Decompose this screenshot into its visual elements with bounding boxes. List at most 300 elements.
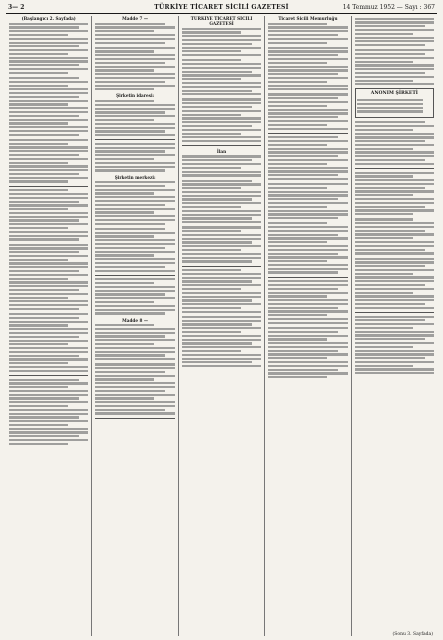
- section-divider: [355, 168, 434, 169]
- text-line: [95, 358, 174, 360]
- text-line: [9, 119, 88, 121]
- text-line: [268, 318, 347, 320]
- text-line: [268, 120, 347, 122]
- text-line: [95, 85, 174, 87]
- text-line: [9, 197, 88, 199]
- text-line: [9, 401, 88, 403]
- text-line: [355, 44, 425, 46]
- text-line: [182, 102, 261, 104]
- text-line: [95, 219, 174, 221]
- text-line: [268, 77, 347, 79]
- text-line: [355, 163, 434, 165]
- text-line: [268, 260, 327, 262]
- text-line: [9, 251, 79, 253]
- article-block: [95, 278, 174, 314]
- text-line: [268, 58, 347, 60]
- text-line: [182, 316, 261, 318]
- text-line: [95, 169, 165, 171]
- text-line: [9, 247, 88, 249]
- text-line: [9, 340, 88, 342]
- text-line: [182, 114, 241, 116]
- text-line: [268, 167, 347, 169]
- text-line: [182, 74, 261, 76]
- text-line: [268, 357, 327, 359]
- text-line: [182, 167, 241, 169]
- text-line: [95, 328, 174, 330]
- text-line: [268, 85, 347, 87]
- article-heading: İlan: [216, 148, 227, 154]
- text-line: [355, 179, 434, 181]
- text-line: [182, 323, 252, 325]
- text-line: [355, 159, 425, 161]
- article-block: [182, 180, 261, 224]
- text-line: [268, 124, 327, 126]
- text-line: [182, 93, 261, 95]
- text-line: [268, 307, 338, 309]
- text-line: [182, 354, 261, 356]
- text-line: [355, 252, 434, 254]
- text-line: [9, 30, 88, 32]
- text-line: [95, 42, 165, 44]
- text-line: [355, 129, 414, 131]
- text-line: [182, 210, 261, 212]
- text-line: [9, 397, 79, 399]
- text-line: [182, 284, 261, 286]
- text-line: [182, 50, 241, 52]
- text-line: [355, 190, 434, 192]
- text-line: [9, 351, 88, 353]
- text-line: [9, 23, 88, 25]
- text-line: [268, 50, 347, 52]
- text-line: [95, 130, 165, 132]
- text-line: [355, 187, 425, 189]
- text-line: [9, 53, 68, 55]
- article-block: [9, 244, 88, 310]
- text-line: [268, 230, 347, 232]
- text-line: [95, 305, 174, 307]
- text-line: [9, 72, 68, 74]
- text-line: [182, 206, 241, 208]
- text-line: [182, 187, 241, 189]
- text-line: [182, 106, 252, 108]
- text-line: [9, 208, 68, 210]
- text-line: [268, 148, 347, 150]
- text-line: [182, 39, 261, 41]
- article-block: [182, 59, 261, 95]
- article-block: [268, 327, 347, 378]
- text-line: [95, 335, 165, 337]
- text-line: [355, 273, 414, 275]
- text-line: [268, 376, 327, 378]
- text-line: [268, 155, 338, 157]
- text-line: [9, 146, 88, 148]
- text-line: [355, 18, 434, 20]
- text-line: [9, 370, 88, 372]
- text-line: [95, 200, 174, 202]
- text-line: [268, 234, 338, 236]
- text-line: [182, 110, 261, 112]
- text-line: [355, 61, 414, 63]
- text-line: [182, 202, 261, 204]
- text-line: [9, 111, 88, 113]
- text-line: [268, 361, 347, 363]
- text-line: [9, 317, 79, 319]
- text-line: [268, 26, 347, 28]
- text-line: [182, 198, 252, 200]
- text-line: [268, 213, 347, 215]
- text-line: [355, 284, 425, 286]
- text-line: [182, 249, 241, 251]
- text-line: [95, 211, 154, 213]
- text-line: [268, 310, 347, 312]
- text-line: [268, 23, 327, 25]
- text-line: [268, 314, 327, 316]
- text-line: [9, 428, 88, 430]
- article-block: [95, 16, 174, 44]
- text-line: [268, 353, 347, 355]
- text-line: [9, 304, 88, 306]
- text-line: [182, 296, 261, 298]
- text-line: [9, 431, 88, 433]
- text-line: [268, 136, 338, 138]
- article-block: [268, 47, 347, 91]
- article-block: [95, 143, 174, 172]
- text-line: [95, 26, 174, 28]
- text-line: [95, 251, 174, 253]
- section-divider: [182, 145, 261, 146]
- text-line: [355, 258, 434, 260]
- text-line: [182, 47, 261, 49]
- text-line: [95, 47, 174, 49]
- article-block: [355, 49, 434, 85]
- text-line: [182, 195, 261, 197]
- text-line: [9, 49, 88, 51]
- masthead: TÜRKİYE TİCARET SİCİLİ GAZETESİ: [154, 4, 289, 11]
- text-line: [95, 54, 174, 56]
- text-line: [355, 29, 434, 31]
- article-block: [355, 18, 434, 47]
- text-line: [268, 34, 338, 36]
- text-line: [268, 327, 347, 329]
- text-line: [355, 295, 434, 297]
- text-line: [355, 338, 425, 340]
- text-line: [9, 169, 88, 171]
- text-line: [355, 346, 414, 348]
- text-line: [268, 280, 347, 282]
- text-line: [9, 227, 68, 229]
- text-line: [182, 273, 261, 275]
- text-line: [268, 191, 347, 193]
- text-line: [268, 346, 347, 348]
- text-line: [268, 241, 327, 243]
- text-line: [355, 72, 425, 74]
- text-line: [355, 249, 425, 251]
- text-line: [9, 201, 79, 203]
- text-line: [182, 335, 261, 337]
- text-line: [268, 264, 347, 266]
- text-line: [9, 88, 88, 90]
- text-line: [268, 88, 347, 90]
- text-line: [9, 216, 88, 218]
- text-line: [355, 241, 434, 243]
- text-line: [268, 299, 347, 301]
- text-line: [182, 277, 261, 279]
- article-block: [268, 136, 347, 180]
- text-line: [355, 125, 434, 127]
- text-line: [182, 292, 261, 294]
- text-line: [357, 99, 423, 101]
- article-block: [9, 379, 88, 445]
- text-line: [182, 82, 261, 84]
- text-line: [182, 346, 261, 348]
- text-line: [95, 111, 165, 113]
- text-line: [9, 107, 88, 109]
- text-line: [355, 25, 425, 27]
- text-line: [182, 191, 261, 193]
- text-line: [9, 115, 79, 117]
- text-line: [268, 237, 347, 239]
- text-line: [95, 58, 174, 60]
- text-line: [268, 350, 338, 352]
- text-line: [9, 308, 79, 310]
- text-line: [9, 130, 88, 132]
- text-line: [9, 336, 79, 338]
- text-line: [95, 204, 165, 206]
- text-line: [355, 334, 434, 336]
- section-divider: [95, 418, 174, 419]
- text-line: [355, 175, 414, 177]
- text-line: [9, 92, 88, 94]
- section-divider: [268, 277, 347, 278]
- text-line: [268, 112, 347, 114]
- text-line: [182, 241, 252, 243]
- text-line: [182, 140, 261, 142]
- text-line: [355, 368, 434, 370]
- text-line: [355, 218, 414, 220]
- text-line: [9, 38, 88, 40]
- text-line: [268, 144, 327, 146]
- text-line: [355, 299, 434, 301]
- text-line: [95, 69, 154, 71]
- text-line: [95, 343, 154, 345]
- text-line: [355, 327, 414, 329]
- text-line: [9, 139, 88, 141]
- text-line: [355, 155, 434, 157]
- text-line: [268, 81, 327, 83]
- text-line: [268, 253, 338, 255]
- text-line: [9, 180, 68, 182]
- text-line: [182, 28, 261, 30]
- text-line: [9, 443, 68, 445]
- text-line: [182, 257, 261, 259]
- text-line: [268, 292, 347, 294]
- text-line: [268, 245, 347, 247]
- text-line: [355, 307, 434, 309]
- article-block: [9, 16, 88, 74]
- text-line: [268, 226, 347, 228]
- text-line: [268, 116, 338, 118]
- text-line: [9, 34, 68, 36]
- text-line: [268, 206, 327, 208]
- text-line: [355, 194, 414, 196]
- continued-note: (Sonu 3. Sayfada): [392, 632, 433, 637]
- text-line: [268, 322, 347, 324]
- article-heading: Madde 7 —: [122, 16, 149, 21]
- text-line: [355, 49, 434, 51]
- text-line: [95, 270, 174, 272]
- text-line: [95, 143, 174, 145]
- text-line: [9, 274, 88, 276]
- text-line: [182, 260, 252, 262]
- text-line: [268, 54, 338, 56]
- page-header: [6, 3, 437, 14]
- text-line: [355, 303, 425, 305]
- article-block: [95, 363, 174, 414]
- text-line: [95, 262, 174, 264]
- text-line: [95, 88, 154, 90]
- text-line: [95, 127, 174, 129]
- article-block: [355, 218, 434, 254]
- section-divider: [9, 375, 88, 376]
- text-line: [182, 86, 261, 88]
- article-block: [95, 93, 174, 136]
- text-line: [95, 282, 154, 284]
- text-line: [268, 174, 338, 176]
- text-line: [95, 312, 165, 314]
- text-line: [95, 73, 174, 75]
- text-line: [9, 355, 79, 357]
- article-block: [95, 318, 174, 361]
- text-line: [355, 280, 434, 282]
- text-line: [95, 394, 174, 396]
- text-line: [268, 170, 347, 172]
- text-line: [268, 210, 347, 212]
- text-line: [268, 159, 347, 161]
- text-line: [355, 198, 434, 200]
- text-line: [9, 193, 88, 195]
- column-c5: [352, 16, 437, 636]
- text-line: [9, 328, 88, 330]
- text-line: [182, 342, 252, 344]
- text-line: [9, 126, 88, 128]
- text-line: [182, 245, 261, 247]
- text-line: [268, 93, 347, 95]
- text-line: [182, 59, 241, 61]
- text-line: [355, 21, 434, 23]
- text-line: [182, 63, 261, 65]
- text-line: [9, 324, 68, 326]
- column-c1: [6, 16, 92, 636]
- text-line: [9, 394, 88, 396]
- text-line: [355, 276, 434, 278]
- text-line: [95, 66, 174, 68]
- section-divider: [355, 312, 434, 313]
- text-line: [95, 266, 165, 268]
- text-line: [268, 338, 327, 340]
- article-block: [182, 316, 261, 367]
- text-line: [95, 397, 154, 399]
- text-line: [95, 30, 154, 32]
- text-line: [95, 367, 174, 369]
- text-line: [182, 90, 252, 92]
- text-line: [9, 278, 68, 280]
- text-line: [268, 284, 347, 286]
- text-line: [182, 133, 241, 135]
- text-line: [268, 187, 327, 189]
- article-heading: (Başlangıcı 2. Sayfada): [21, 16, 76, 21]
- text-line: [9, 409, 88, 411]
- text-line: [95, 119, 154, 121]
- text-line: [182, 339, 261, 341]
- text-line: [355, 233, 434, 235]
- text-line: [355, 183, 434, 185]
- column-c3: [179, 16, 265, 636]
- text-line: [95, 243, 174, 245]
- text-line: [95, 23, 165, 25]
- text-line: [95, 215, 174, 217]
- text-line: [355, 316, 434, 318]
- text-line: [95, 239, 174, 241]
- text-line: [268, 97, 338, 99]
- text-line: [95, 104, 174, 106]
- text-line: [268, 268, 347, 270]
- text-line: [95, 232, 174, 234]
- text-line: [268, 42, 327, 44]
- article-block: [182, 269, 261, 313]
- text-line: [9, 266, 88, 268]
- article-block: [268, 280, 347, 324]
- text-line: [9, 416, 79, 418]
- text-line: [95, 185, 165, 187]
- text-line: [9, 42, 88, 44]
- text-line: [95, 401, 174, 403]
- text-line: [182, 121, 261, 123]
- text-line: [355, 202, 434, 204]
- article-block: [9, 139, 88, 183]
- text-line: [182, 320, 261, 322]
- text-line: [182, 361, 252, 363]
- text-line: [95, 34, 174, 36]
- text-line: [9, 162, 68, 164]
- text-line: [182, 350, 241, 352]
- text-line: [268, 198, 338, 200]
- text-line: [9, 255, 88, 257]
- text-line: [9, 85, 68, 87]
- text-line: [355, 365, 414, 367]
- text-line: [355, 83, 434, 85]
- announcement-box: [355, 88, 434, 118]
- text-line: [355, 136, 434, 138]
- text-line: [95, 409, 165, 411]
- text-line: [182, 125, 252, 127]
- text-line: [355, 121, 425, 123]
- text-line: [355, 57, 434, 59]
- text-line: [95, 382, 174, 384]
- text-line: [9, 313, 88, 315]
- text-line: [9, 219, 79, 221]
- text-line: [268, 30, 347, 32]
- text-line: [182, 269, 241, 271]
- text-line: [95, 301, 154, 303]
- text-line: [268, 178, 347, 180]
- text-line: [95, 208, 174, 210]
- date-issue: 14 Temmuz 1952 — Sayı : 367: [342, 4, 435, 11]
- article-block: [9, 189, 88, 240]
- text-line: [95, 235, 154, 237]
- section-divider: [268, 133, 347, 134]
- article-block: [95, 228, 174, 272]
- text-line: [268, 222, 327, 224]
